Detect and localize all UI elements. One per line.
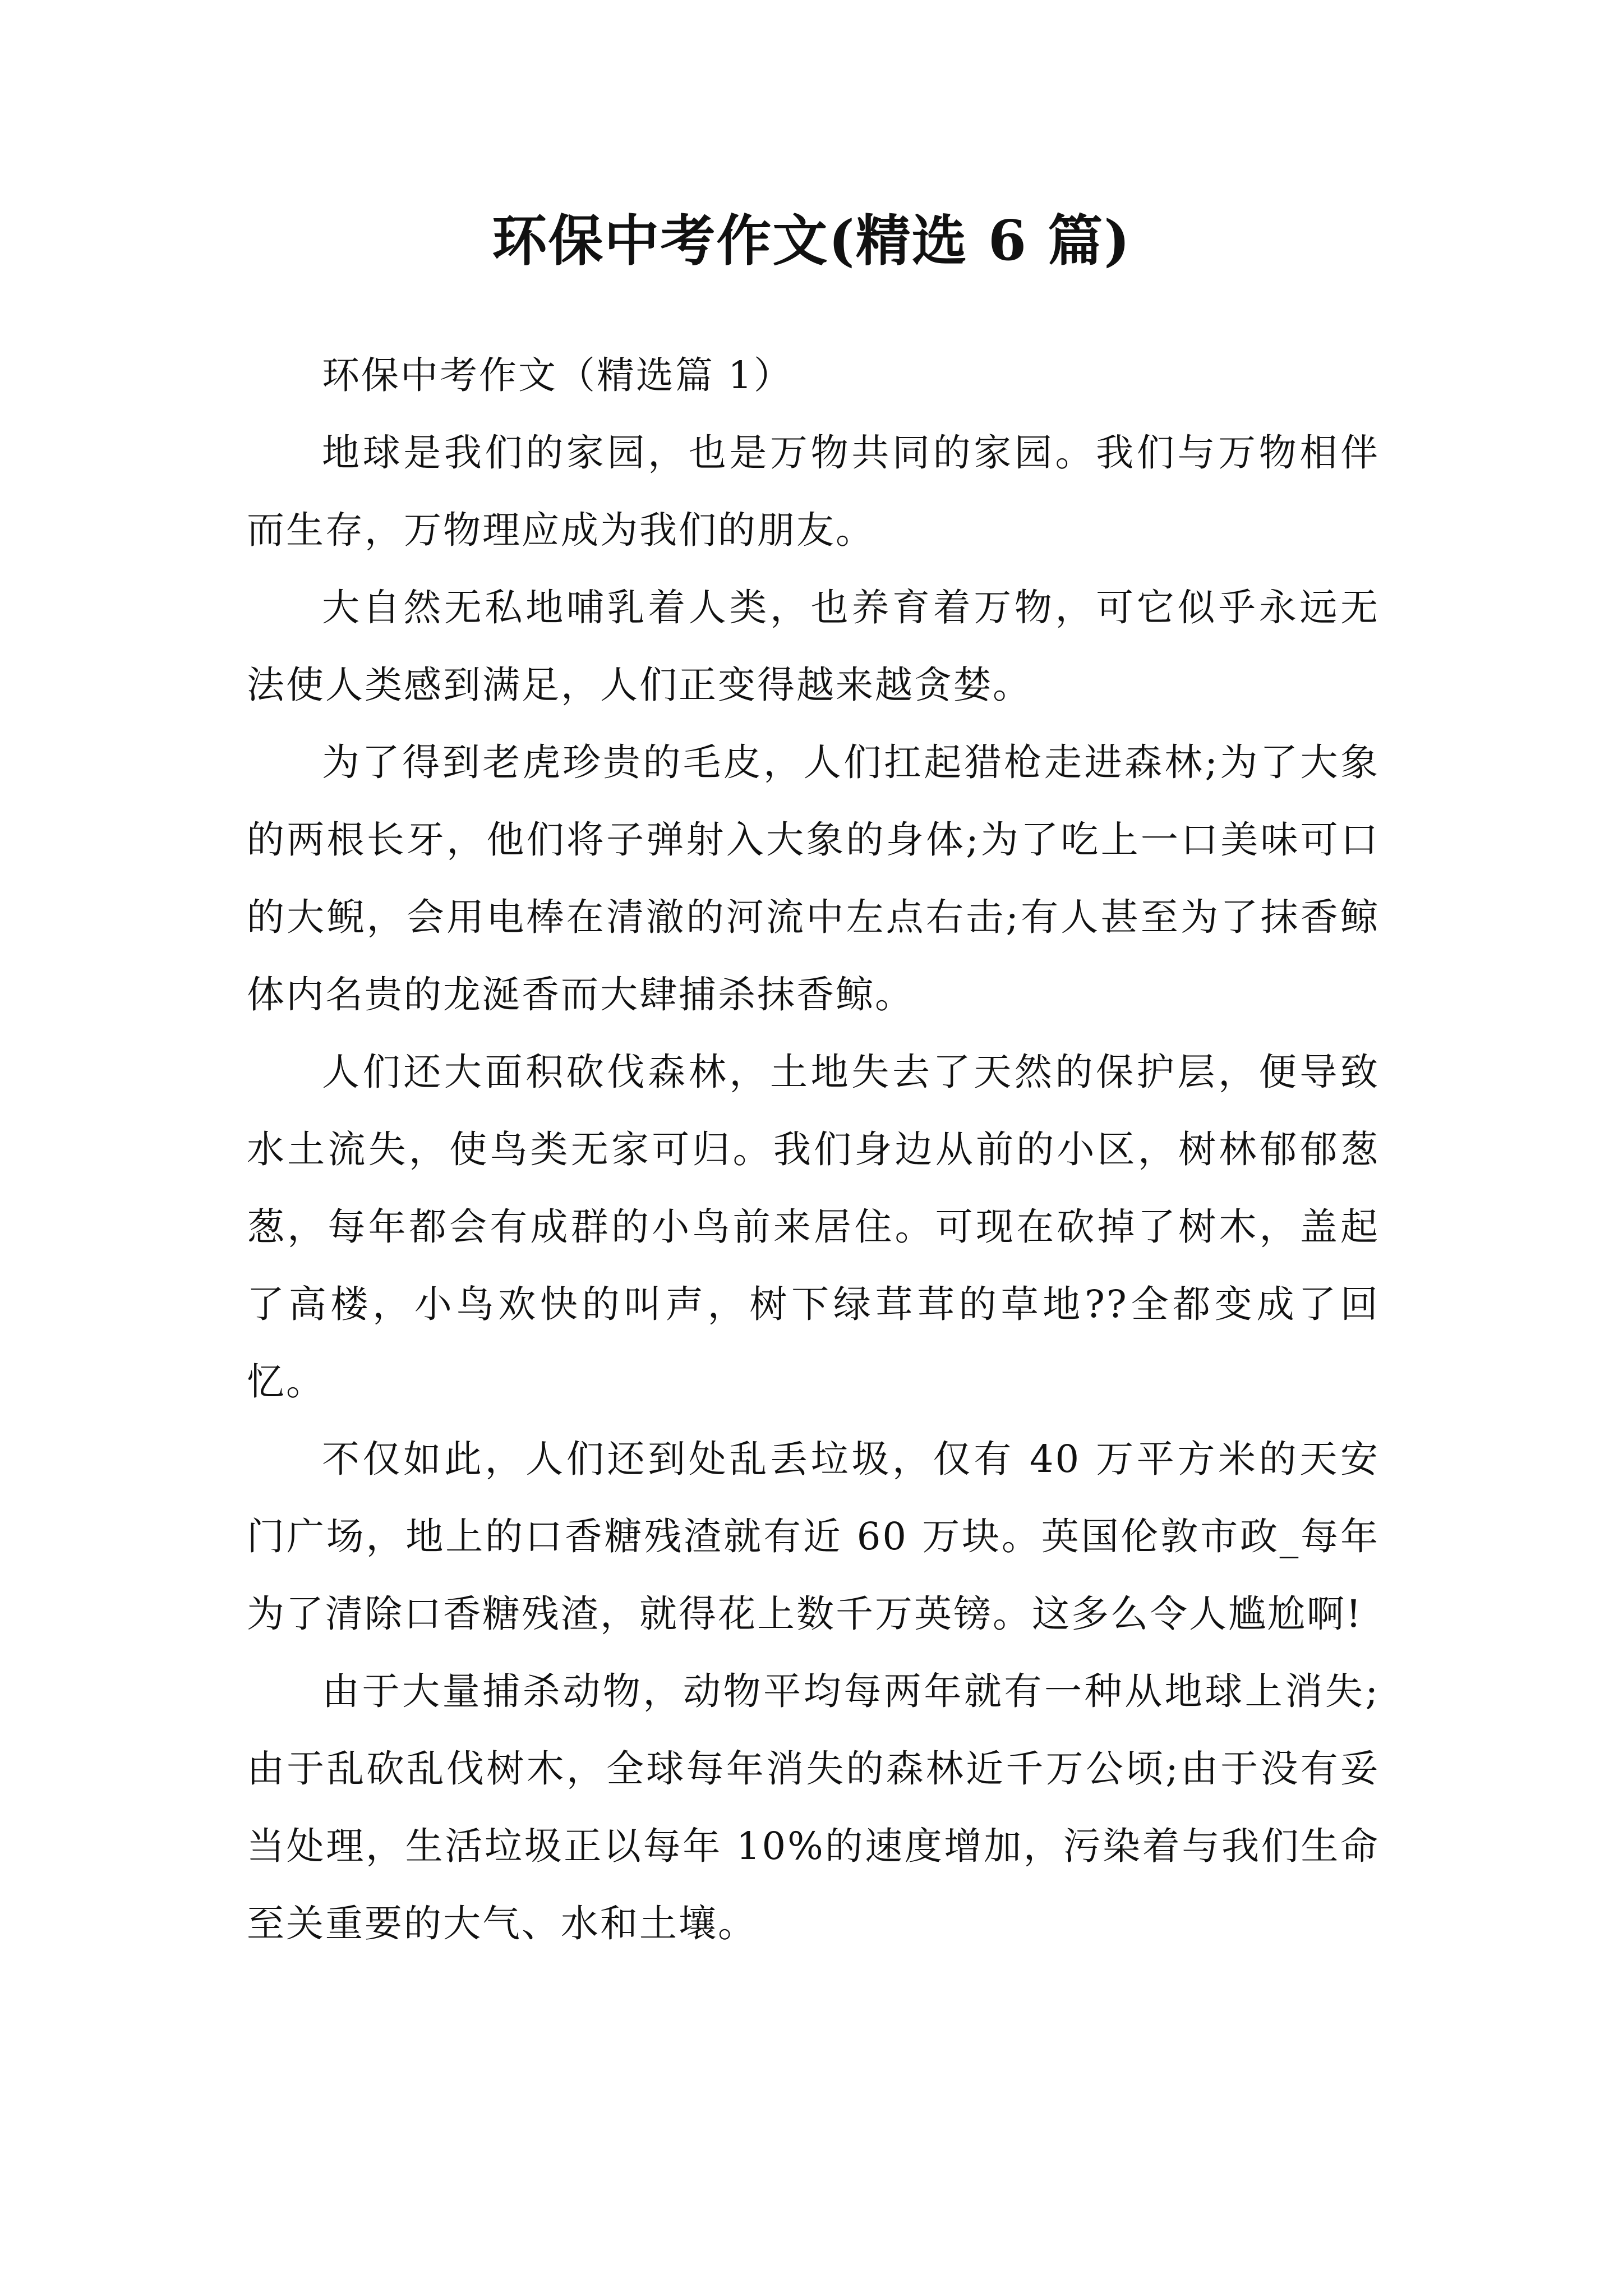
paragraph: 地球是我们的家园，也是万物共同的家园。我们与万物相伴而生存，万物理应成为我们的朋友。 [247,431,1380,552]
paragraph: 为了得到老虎珍贵的毛皮，人们扛起猎枪走进森林;为了大象的两根长牙，他们将子弹射入大象的身体;为了吃上一口美味可口的大鲵，会用电棒在清澈的河流中左点右击;有人甚至为了抹香鲸体内名贵的龙涎香而大肆捕杀抹香鲸。 [247,740,1380,1016]
section-heading: 环保中考作文（精选篇 1） [322,353,793,397]
paragraph: 由于大量捕杀动物，动物平均每两年就有一种从地球上消失;由于乱砍乱伐树木，全球每年消失的森林近千万公顷;由于没有妥当处理，生活垃圾正以每年 10%的速度增加，污染着与我们生命至关重要的大气、水和土壤。 [247,1669,1380,1945]
paragraph: 不仅如此，人们还到处乱丢垃圾，仅有 40 万平方米的天安门广场，地上的口香糖残渣就有近 60 万块。英国伦敦市政_每年为了清除口香糖残渣，就得花上数千万英镑。这多么令人尴尬啊! [247,1437,1380,1636]
document-body [247,337,1380,1962]
document-title: 环保中考作文(精选 6 篇) [492,209,1131,273]
paragraph: 人们还大面积砍伐森林，土地失去了天然的保护层，便导致水土流失，使鸟类无家可归。我们身边从前的小区，树林郁郁葱葱，每年都会有成群的小鸟前来居住。可现在砍掉了树木，盖起了高楼，小鸟欢快的叫声，树下绿茸茸的草地??全都变成了回忆。 [247,1050,1380,1404]
paragraph: 大自然无私地哺乳着人类，也养育着万物，可它似乎永远无法使人类感到满足，人们正变得越来越贪婪。 [247,586,1380,707]
